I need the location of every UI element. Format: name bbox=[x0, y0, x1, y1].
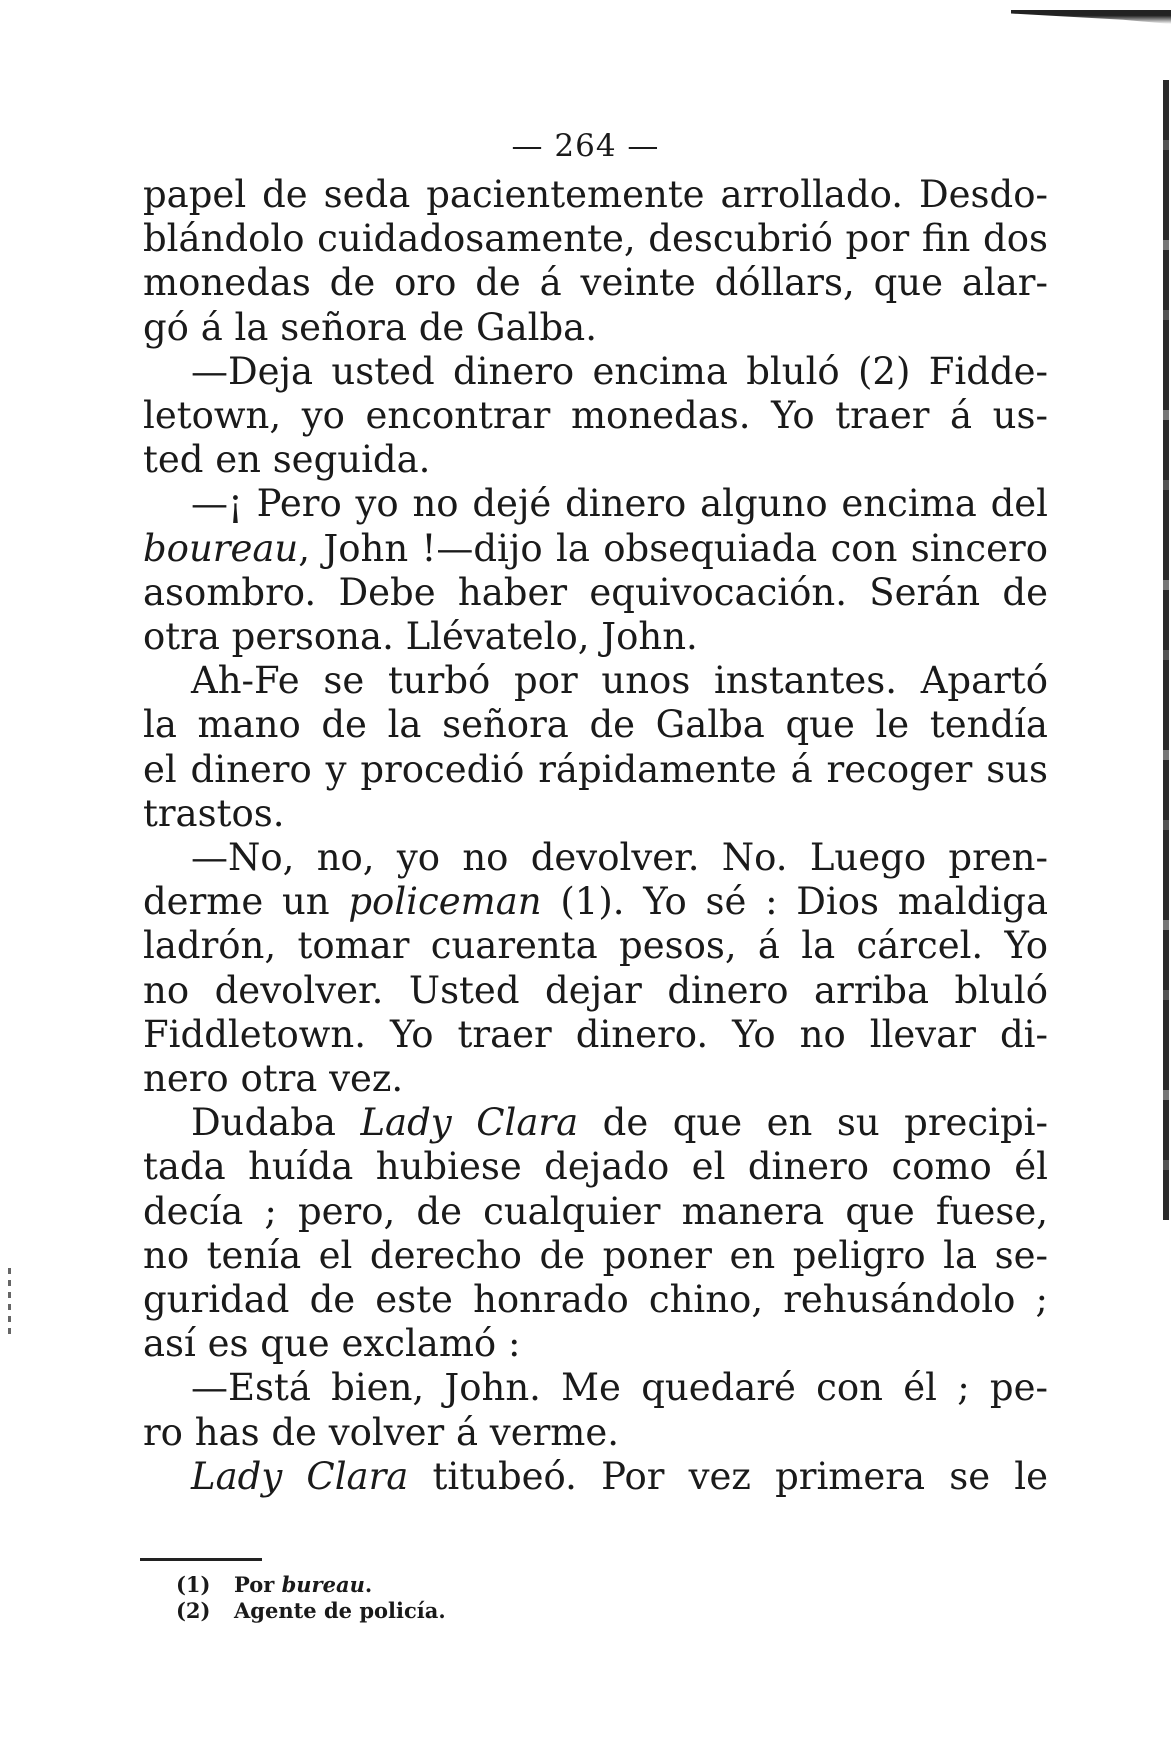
footnote-number: (2) bbox=[176, 1598, 211, 1623]
text-line: tada huída hubiese dejado el dinero como él bbox=[143, 1145, 1048, 1189]
text-line: gó á la señora de Galba. bbox=[143, 305, 597, 349]
italic-word: policeman bbox=[348, 880, 542, 924]
text-line: otra persona. Llévatelo, John. bbox=[143, 615, 698, 659]
text-line: guridad de este honrado chino, rehusándolo ; bbox=[143, 1278, 1048, 1322]
text-line: —No, no, yo no devolver. No. Luego pren- bbox=[191, 836, 1048, 880]
text-fragment: derme un bbox=[143, 880, 349, 924]
text-line: la mano de la señora de Galba que le tendía bbox=[143, 703, 1048, 747]
italic-word: Lady Clara bbox=[191, 1454, 409, 1498]
text-line: monedas de oro de á veinte dóllars, que alar- bbox=[143, 261, 1048, 305]
text-fragment: Dudaba bbox=[191, 1101, 361, 1145]
text-line: asombro. Debe haber equivocación. Serán de bbox=[143, 570, 1048, 614]
footnote-2 bbox=[176, 1598, 446, 1624]
text-line: letown, yo encontrar monedas. Yo traer á us- bbox=[143, 394, 1048, 438]
scan-edge-shadow bbox=[1163, 80, 1169, 1220]
text-fragment: titubeó. Por vez primera se le bbox=[408, 1454, 1048, 1498]
text-line bbox=[143, 527, 1048, 571]
page-number: — 264 — bbox=[511, 128, 660, 164]
footnote-text: . bbox=[364, 1572, 373, 1597]
text-line bbox=[143, 1455, 1048, 1499]
text-line: decía ; pero, de cualquier manera que fuese, bbox=[143, 1189, 1048, 1233]
text-line bbox=[143, 880, 1048, 924]
text-line: ro has de volver á verme. bbox=[143, 1410, 620, 1454]
text-fragment: de que en su precipi- bbox=[578, 1101, 1049, 1145]
footnote-separator bbox=[140, 1558, 262, 1561]
footnote-1 bbox=[176, 1572, 446, 1598]
italic-word: boureau bbox=[143, 526, 299, 570]
text-line: papel de seda pacientemente arrollado. Desdo- bbox=[143, 173, 1048, 216]
text-line bbox=[143, 1101, 1048, 1145]
text-line: trastos. bbox=[143, 791, 285, 835]
text-line: Ah-Fe se turbó por unos instantes. Apartó bbox=[191, 659, 1048, 703]
scan-margin-speck bbox=[8, 1268, 11, 1338]
footnote-italic: bureau bbox=[281, 1572, 365, 1597]
text-line: —Está bien, John. Me quedaré con él ; pe- bbox=[191, 1366, 1048, 1410]
footnote-text: Por bbox=[234, 1572, 282, 1597]
text-line: ted en seguida. bbox=[143, 438, 431, 482]
text-line: ladrón, tomar cuarenta pesos, á la cárcel. Yo bbox=[143, 924, 1048, 968]
footnotes bbox=[176, 1572, 446, 1624]
body-text bbox=[143, 173, 1048, 1499]
text-line: —Deja usted dinero encima bluló (2) Fidde- bbox=[191, 349, 1048, 393]
italic-word: Lady Clara bbox=[360, 1101, 579, 1145]
text-line: Fiddletown. Yo traer dinero. Yo no llevar di- bbox=[143, 1012, 1048, 1056]
footnote-text: Agente de policía. bbox=[234, 1598, 446, 1623]
scan-edge-mark bbox=[1011, 10, 1171, 24]
text-line: así es que exclamó : bbox=[143, 1322, 521, 1366]
text-line: —¡ Pero yo no dejé dinero alguno encima del bbox=[191, 482, 1048, 526]
text-line: no devolver. Usted dejar dinero arriba bluló bbox=[143, 968, 1048, 1012]
text-line: nero otra vez. bbox=[143, 1057, 404, 1101]
text-fragment: (1). Yo sé : Dios maldiga bbox=[541, 880, 1048, 924]
text-line: no tenía el derecho de poner en peligro la se- bbox=[143, 1233, 1048, 1277]
text-line: blándolo cuidadosamente, descubrió por fin dos bbox=[143, 217, 1048, 261]
footnote-number: (1) bbox=[176, 1572, 211, 1597]
text-line: el dinero y procedió rápidamente á recoger sus bbox=[143, 747, 1048, 791]
text-fragment: , John !—dijo la obsequiada con sincero bbox=[298, 526, 1048, 570]
